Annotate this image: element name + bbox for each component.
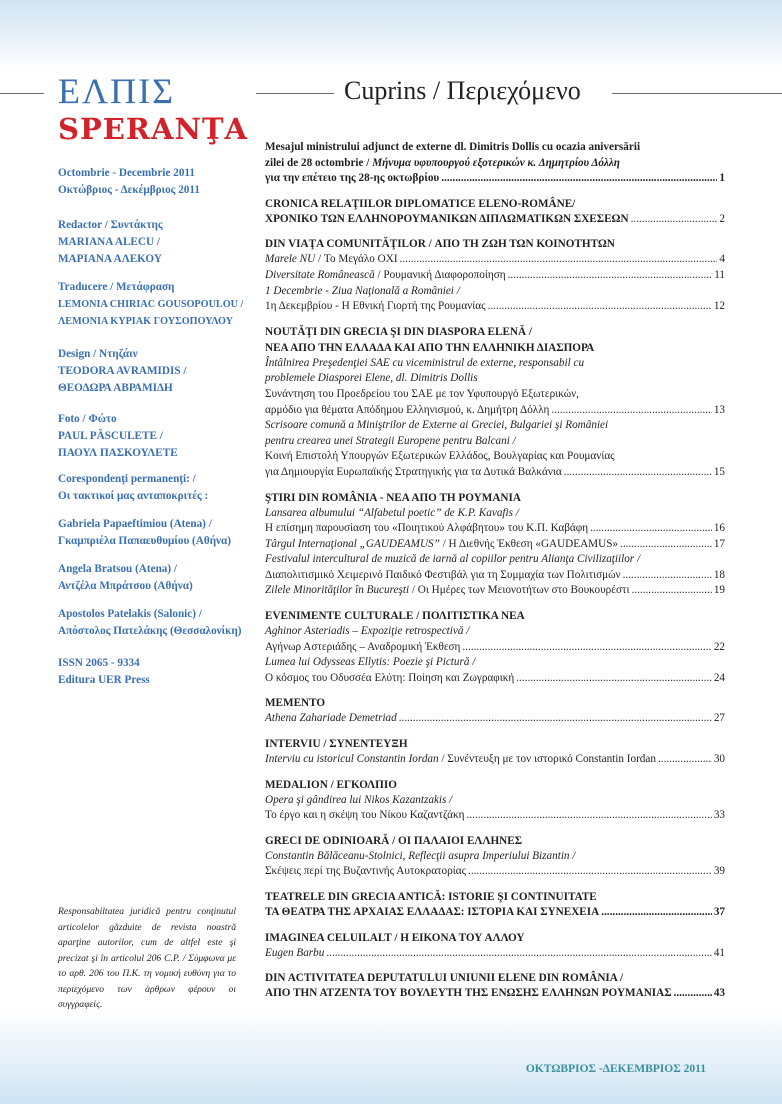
toc-entry-title bbox=[265, 537, 618, 553]
photo-gr: ΠΑΟΥΛ ΠΑΣΚΟΥΛΕΤΕ bbox=[58, 447, 178, 459]
correspondent-1 bbox=[58, 516, 248, 550]
toc-section bbox=[265, 196, 725, 228]
toc-section bbox=[265, 930, 725, 962]
toc-entry[interactable] bbox=[265, 299, 725, 315]
section-title: CRONICA RELAŢIILOR DIPLOMATICE ELENO-ROMÂNE/ bbox=[265, 197, 576, 210]
page-number: 4 bbox=[719, 253, 725, 266]
dot-leader bbox=[551, 403, 711, 419]
translation-label: Traducere / Μετάφραση bbox=[58, 281, 175, 293]
dot-leader bbox=[516, 671, 712, 687]
toc-entry-title: Athena Zahariade Demetriad bbox=[265, 712, 397, 725]
design-block bbox=[58, 346, 248, 397]
dot-leader bbox=[601, 905, 712, 921]
toc-section bbox=[265, 236, 725, 314]
dot-leader bbox=[326, 946, 711, 962]
design-label: Design / Ντηζάιν bbox=[58, 348, 138, 360]
correspondent-ro: Apostolos Patelakis (Salonic) / bbox=[58, 608, 202, 620]
section-title: DIN ACTIVITATEA DEPUTATULUI UNIUNII ELENE DIN ROMÂNIA / bbox=[265, 972, 624, 985]
entry-text: / Συνέντευξη με τον ιστορικό Constantin Iordan bbox=[438, 753, 656, 766]
toc-line: problemele Diasporei Elene, dl. Dimitris Dollis bbox=[265, 372, 478, 385]
section-title: ŞTIRI DIN ROMÂNIA - ΝΕΑ ΑΠΟ ΤΗ ΡΟΥΜΑΝΙΑ bbox=[265, 491, 521, 504]
toc-entry-title: Ο κόσμος του Οδυσσέα Ελύτη: Ποίηση και Ζωγραφική bbox=[265, 671, 515, 684]
toc-line: Mesajul ministrului adjunct de externe dl. Dimitris Dollis cu ocazia aniversării bbox=[265, 141, 641, 153]
dot-leader bbox=[462, 640, 711, 656]
page-number: 2 bbox=[719, 212, 725, 225]
toc-entry[interactable] bbox=[265, 252, 725, 268]
section-title: ΝΕΑ ΑΠΟ ΤΗΝ ΕΛΛΑΔΑ ΚΑΙ ΑΠΟ ΤΗΝ ΕΛΛΗΝΙΚΗ ΔΙΑΣΠΟΡΑ bbox=[265, 341, 595, 354]
toc-entry[interactable] bbox=[265, 212, 725, 228]
editor-label: Redactor / Συντάκτης bbox=[58, 219, 163, 231]
dot-leader bbox=[399, 711, 712, 727]
toc-line: pentru crearea unei Strategii Europene pentru Balcani / bbox=[265, 434, 516, 447]
photo-ro: PAUL PĂSCULETE / bbox=[58, 430, 163, 442]
correspondents-label-ro: Corespondenţi permanenţi: / bbox=[58, 473, 196, 485]
toc-entry[interactable] bbox=[265, 864, 725, 880]
toc-line: 1 Decembrie - Ziua Naţională a României / bbox=[265, 284, 460, 297]
section-title: NOUTĂŢI DIN GRECIA ŞI DIN DIASPORA ELENĂ / bbox=[265, 325, 532, 338]
section-title: TEATRELE DIN GRECIA ANTICĂ: ISTORIE ŞI CONTINUITATE bbox=[265, 891, 597, 903]
dot-leader bbox=[467, 808, 712, 824]
page-number: 30 bbox=[713, 753, 725, 766]
editor-ro: MARIANA ALECU / bbox=[58, 236, 160, 248]
logo-greek: ΕΛΠΙΣ bbox=[58, 71, 176, 111]
toc-section bbox=[265, 736, 725, 768]
entry-italic: Diversitate Românească bbox=[265, 268, 375, 281]
correspondents-label-gr: Οι τακτικοί μας ανταποκριτές : bbox=[58, 490, 209, 502]
toc-entry[interactable] bbox=[265, 986, 725, 1002]
toc-entry-title: αρμόδιο για θέματα Απόδημου Ελληνισμού, κ. Δημήτρη Δόλλη bbox=[265, 403, 550, 416]
toc-entry[interactable] bbox=[265, 521, 725, 537]
toc-entry-title: Σκέψεις περί της Βυζαντινής Αυτοκρατορίας bbox=[265, 865, 467, 878]
issn: ISSN 2065 - 9334 bbox=[58, 657, 140, 669]
toc-entry-title: ΤΑ ΘΕΑΤΡΑ ΤΗΣ ΑΡΧΑΙΑΣ ΕΛΛΑΔΑΣ: ΙΣΤΟΡΙΑ ΚΑΙ ΣΥΝΕΧΕΙΑ bbox=[265, 906, 600, 918]
toc-section bbox=[265, 970, 725, 1002]
toc-section bbox=[265, 140, 725, 187]
correspondent-2 bbox=[58, 561, 248, 595]
header-rule-mid bbox=[256, 93, 334, 94]
section-title: EVENIMENTE CULTURALE / ΠΟΛΙΤΙΣΤΙΚΑ ΝΕΑ bbox=[265, 610, 525, 623]
dot-leader bbox=[508, 268, 713, 284]
toc-entry-title: ΧΡΟΝΙΚΟ ΤΩΝ ΕΛΛΗΝΟΡΟΥΜΑΝΙΚΩΝ ΔΙΠΛΩΜΑΤΙΚΩΝ ΣΧΕΣΕΩΝ bbox=[265, 212, 629, 225]
page-number: 24 bbox=[713, 671, 725, 684]
toc-section bbox=[265, 324, 725, 481]
page-number: 19 bbox=[713, 584, 725, 597]
photo-label: Foto / Φώτο bbox=[58, 413, 117, 425]
toc-entry-title bbox=[265, 752, 656, 768]
toc-entry[interactable] bbox=[265, 171, 725, 187]
legal-disclaimer: Responsabiltatea juridică pentru conţinutul articolelor găzduite de revista noastră aparţine autorilor, cum de altfel este şi precizat şi în articolul 206 C.P. / Σύμφωνα με το αρθ. 206 του Π.Κ. τη νομική ευθύνη για το περιεχόμενο των άρθρων φέρουν οι συγγραφείς. bbox=[58, 906, 236, 1010]
dot-leader bbox=[468, 864, 712, 880]
toc-line: Opera şi gândirea lui Nikos Kazantzakis / bbox=[265, 793, 453, 806]
toc-section bbox=[265, 777, 725, 824]
toc-section bbox=[265, 833, 725, 880]
toc-line: Festivalul intercultural de muzică de iarnă al copiilor pentru Alianţa Civilizaţiilor / bbox=[265, 553, 641, 566]
toc-line: Scrisoare comună a Miniştrilor de Externe ai Greciei, Bulgariei şi României bbox=[265, 419, 609, 432]
page-title bbox=[344, 76, 581, 106]
correspondent-ro: Gabriela Papaeftimiou (Atena) / bbox=[58, 518, 212, 530]
entry-text: / Η Διεθνής Έκθεση «GAUDEAMUS» bbox=[439, 537, 619, 550]
toc-entry[interactable] bbox=[265, 568, 725, 584]
logo-romanian: SPERANŢA bbox=[58, 112, 249, 146]
dot-leader bbox=[564, 465, 712, 481]
toc-entry[interactable] bbox=[265, 711, 725, 727]
section-title: INTERVIU / ΣΥΝΕΝΤΕΥΞΗ bbox=[265, 738, 408, 751]
toc-entry-title bbox=[265, 583, 630, 599]
period-ro: Octombrie - Decembrie 2011 bbox=[58, 167, 195, 179]
translation-block bbox=[58, 279, 248, 330]
header-rule-left bbox=[0, 93, 44, 94]
toc-line: Κοινή Επιστολή Υπουργών Εξωτερικών Ελλάδος, Βουλγαρίας και Ρουμανίας bbox=[265, 450, 615, 463]
page-number: 1 bbox=[719, 172, 725, 185]
page-number: 11 bbox=[714, 268, 725, 281]
toc-entry-title bbox=[265, 252, 398, 268]
publication-info bbox=[58, 655, 248, 689]
page-number: 12 bbox=[713, 300, 725, 313]
correspondent-gr: Γκαμπριέλα Παπαευθυμίου (Αθήνα) bbox=[58, 535, 232, 547]
page-number: 17 bbox=[713, 537, 725, 550]
toc-section bbox=[265, 608, 725, 686]
footer-issue-date: ΟΚΤΩΒΡΙΟΣ -ΔΕΚΕΜΒΡΙΟΣ 2011 bbox=[525, 1063, 706, 1075]
period-block bbox=[58, 165, 248, 199]
page-number: 43 bbox=[713, 987, 725, 1000]
toc-entry-title: Διαπολιτισμικό Χειμερινό Παιδικό Φεστιβάλ για τη Συμμαχία των Πολιτισμών bbox=[265, 568, 621, 581]
page-number: 39 bbox=[713, 865, 725, 878]
translation-gr: ΛΕΜΟΝΙΑ ΚΥΡΙΑΚ ΓΟΥΣΟΠΟΥΛΟΥ bbox=[58, 316, 233, 327]
toc-line: Întâlnirea Preşedenţiei SAE cu viceministrul de externe, responsabil cu bbox=[265, 356, 585, 369]
section-title: MEMENTO bbox=[265, 697, 326, 710]
correspondent-ro: Angela Bratsou (Atena) / bbox=[58, 563, 178, 575]
page-number: 27 bbox=[713, 712, 725, 725]
toc-line: Lumea lui Odysseas Ellytis: Poezie şi Pictură / bbox=[265, 656, 476, 669]
editor-gr: ΜΑΡΙΑΝΑ ΑΛΕΚΟΥ bbox=[58, 253, 162, 265]
dot-leader bbox=[631, 212, 718, 228]
toc-entry-title: ΑΠΟ ΤΗΝ ΑΤΖΕΝΤΑ ΤΟΥ ΒΟΥΛΕΥΤΗ ΤΗΣ ΕΝΩΣΗΣ ΕΛΛΗΝΩΝ ΡΟΥΜΑΝΙΑΣ bbox=[265, 987, 672, 1000]
correspondents-header bbox=[58, 471, 248, 505]
page-number: 41 bbox=[713, 946, 725, 959]
entry-italic: Zilele Minorităţilor în Bucureşti bbox=[265, 584, 410, 597]
toc-section bbox=[265, 490, 725, 600]
dot-leader bbox=[674, 986, 712, 1002]
toc-entry[interactable] bbox=[265, 268, 725, 284]
dot-leader bbox=[620, 537, 712, 553]
toc-entry[interactable] bbox=[265, 671, 725, 687]
section-title: GRECI DE ODINIOARĂ / ΟΙ ΠΑΛΑΙΟΙ ΕΛΛΗΝΕΣ bbox=[265, 834, 523, 847]
entry-italic: Marele NU bbox=[265, 253, 316, 266]
toc-line: Συνάντηση του Προεδρείου του ΣΑΕ με τον Υφυπουργό Εξωτερικών, bbox=[265, 387, 579, 400]
correspondent-gr: Απόστολος Πατελάκης (Θεσσαλονίκη) bbox=[58, 625, 242, 637]
section-title: MEDALION / ΕΓΚΟΛΠΙΟ bbox=[265, 778, 397, 791]
page-number: 33 bbox=[713, 809, 725, 822]
toc-entry[interactable] bbox=[265, 752, 725, 768]
toc-line: Constantin Bălăceanu-Stolnici, Reflecţii asupra Imperiului Bizantin / bbox=[265, 849, 576, 862]
toc-entry[interactable] bbox=[265, 583, 725, 599]
toc-entry[interactable] bbox=[265, 465, 725, 481]
toc-line: zilei de 28 octombrie / Μήνυμα υφυπουργού εξοτερικών κ. Δημητρίου Δόλλη bbox=[265, 156, 620, 169]
editor-block bbox=[58, 217, 248, 268]
dot-leader bbox=[623, 568, 712, 584]
title-gr: Περιεχόμενο bbox=[446, 76, 581, 105]
toc-entry[interactable] bbox=[265, 640, 725, 656]
period-gr: Οκτώβριος - Δεκέμβριος 2011 bbox=[58, 184, 200, 196]
toc-entry[interactable] bbox=[265, 403, 725, 419]
toc-entry-title bbox=[265, 268, 506, 284]
toc-entry-title: για την επέτειο της 28-ης οκτωβρίου bbox=[265, 172, 440, 185]
dot-leader bbox=[632, 583, 712, 599]
toc-entry-title: Eugen Barbu bbox=[265, 946, 325, 959]
toc-line-rest: Μήνυμα υφυπουργού εξοτερικών κ. Δημητρίου Δόλλη bbox=[372, 156, 620, 169]
section-title: IMAGINEA CELUILALT / Η ΕΙΚΟΝΑ ΤΟΥ ΑΛΛΟΥ bbox=[265, 931, 525, 944]
toc-entry-title: Αγήνωρ Αστεριάδης – Αναδρομική Έκθεση bbox=[265, 640, 461, 653]
toc-line: Lansarea albumului “Alfabetul poetic” de K.P. Kavafis / bbox=[265, 506, 519, 519]
correspondent-gr: Αντζέλα Μπράτσου (Αθήνα) bbox=[58, 580, 193, 592]
page-number: 15 bbox=[713, 465, 725, 478]
toc-entry-title: 1η Δεκεμβρίου - Η Εθνική Γιορτή της Ρουμανίας bbox=[265, 300, 486, 313]
photo-block bbox=[58, 411, 248, 462]
toc-section bbox=[265, 695, 725, 727]
design-gr: ΘΕΟΔΩΡΑ ΑΒΡΑΜΙΔΗ bbox=[58, 382, 173, 394]
header-rule-right bbox=[612, 93, 782, 94]
title-ro: Cuprins bbox=[344, 76, 427, 105]
toc-entry-title: για Δημιουργία Ευρωπαϊκής Στρατηγικής για τα Δυτικά Βαλκάνια bbox=[265, 465, 562, 478]
publisher: Editura UER Press bbox=[58, 674, 150, 686]
dot-leader bbox=[488, 299, 712, 315]
toc-entry-title: Το έργο και η σκέψη του Νίκου Καζαντζάκη bbox=[265, 809, 465, 822]
page-number: 37 bbox=[713, 906, 725, 918]
translation-ro: LEMONIA CHIRIAC GOUSOPOULOU / bbox=[58, 299, 244, 310]
entry-italic: Interviu cu istoricul Constantin Iordan bbox=[265, 753, 439, 766]
entry-text: / Ρουμανική Διαφοροποίηση bbox=[374, 268, 506, 281]
entry-text: / Οι Ημέρες των Μειονοτήτων στο Βουκουρέστι bbox=[409, 584, 630, 597]
title-sep: / bbox=[432, 76, 441, 105]
toc-entry[interactable] bbox=[265, 946, 725, 962]
toc-section bbox=[265, 889, 725, 921]
table-of-contents bbox=[265, 140, 725, 1011]
section-title: DIN VIAŢA COMUNITĂŢILOR / ΑΠΟ ΤΗ ΖΩΗ ΤΩΝ ΚΟΙΝΟΤΗΤΩΝ bbox=[265, 238, 615, 251]
correspondent-3 bbox=[58, 606, 248, 640]
toc-entry[interactable] bbox=[265, 905, 725, 921]
dot-leader bbox=[658, 752, 712, 768]
page-number: 13 bbox=[713, 403, 725, 416]
design-ro: TEODORA AVRAMIDIS / bbox=[58, 365, 187, 377]
entry-italic: Târgul Internaţional „GAUDEAMUS” bbox=[265, 537, 440, 550]
dot-leader bbox=[590, 521, 712, 537]
toc-entry-title: Η επίσημη παρουσίαση του «Ποιητικού Αλφάβητου» του Κ.Π. Καβάφη bbox=[265, 522, 589, 535]
entry-text: / Το Μεγάλο ΟΧΙ bbox=[315, 253, 398, 266]
page-number: 22 bbox=[713, 640, 725, 653]
dot-leader bbox=[441, 171, 717, 187]
page-number: 16 bbox=[713, 522, 725, 535]
toc-line: Aghinor Asteriadis – Expoziţie retrospectivă / bbox=[265, 625, 470, 638]
toc-entry[interactable] bbox=[265, 808, 725, 824]
toc-entry[interactable] bbox=[265, 537, 725, 553]
page-number: 18 bbox=[713, 568, 725, 581]
dot-leader bbox=[400, 252, 718, 268]
